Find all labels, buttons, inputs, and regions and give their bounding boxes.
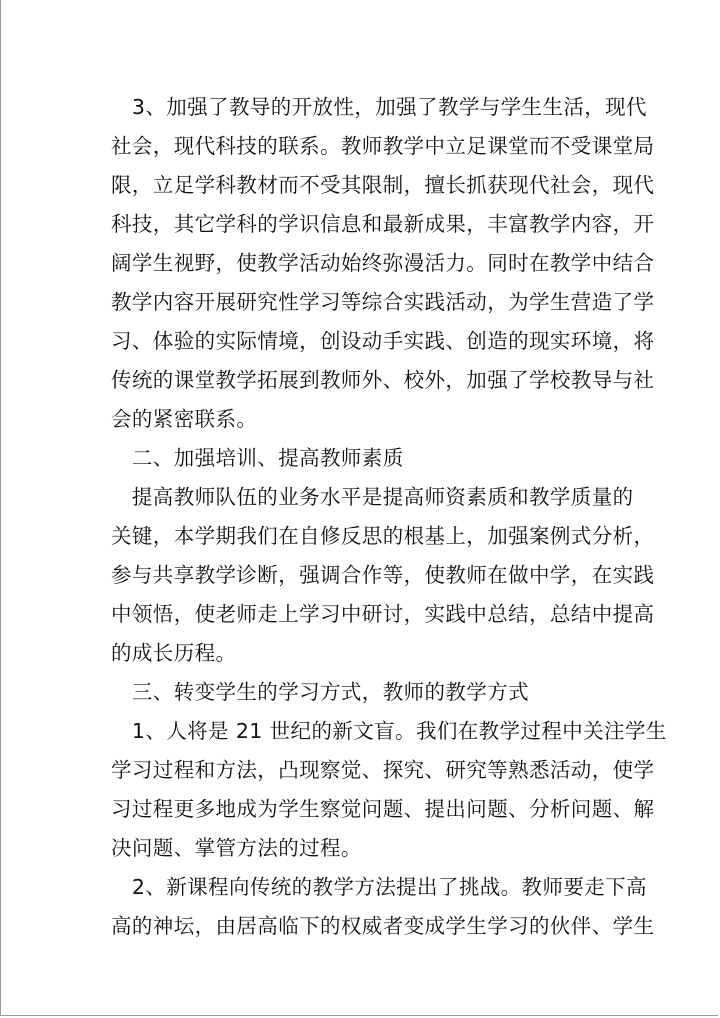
paragraph-line: 关键，本学期我们在自修反思的根基上，加强案例式分析， <box>111 524 655 548</box>
paragraph-line: 的成长历程。 <box>111 641 237 665</box>
paragraph-line: 传统的课堂教学拓展到教师外、校外，加强了学校教导与社 <box>111 368 655 392</box>
paragraph-line: 阔学生视野，使教学活动始终弥漫活力。同时在教学中结合 <box>111 251 655 275</box>
paragraph-line: 2、新课程向传统的教学方法提出了挑战。教师要走下高 <box>111 875 647 899</box>
paragraph-line: 提高教师队伍的业务水平是提高师资素质和教学质量的 <box>111 485 634 509</box>
paragraph-line: 教学内容开展研究性学习等综合实践活动，为学生营造了学 <box>111 290 655 314</box>
paragraph-line: 习过程更多地成为学生察觉问题、提出问题、分析问题、解 <box>111 797 655 821</box>
section-heading: 二、加强培训、提高教师素质 <box>111 446 404 470</box>
paragraph-line: 科技，其它学科的学识信息和最新成果，丰富教学内容，开 <box>111 212 655 236</box>
paragraph-line: 参与共享教学诊断，强调合作等，使教师在做中学，在实践 <box>111 563 655 587</box>
body-text <box>111 88 667 946</box>
paragraph-line: 习、体验的实际情境，创设动手实践、创造的现实环境，将 <box>111 329 655 353</box>
section-heading: 三、转变学生的学习方式，教师的教学方式 <box>111 680 529 704</box>
paragraph-line: 高的神坛，由居高临下的权威者变成学生学习的伙伴、学生 <box>111 914 655 938</box>
paragraph-line: 学习过程和方法，凸现察觉、探究、研究等熟悉活动，使学 <box>111 758 655 782</box>
paragraph-line: 1、人将是 21 世纪的新文盲。我们在教学过程中关注学生 <box>111 719 667 743</box>
paragraph-line: 社会，现代科技的联系。教师教学中立足课堂而不受课堂局 <box>111 134 655 158</box>
paragraph-line: 限，立足学科教材而不受其限制，擅长抓获现代社会，现代 <box>111 173 655 197</box>
paragraph-line: 会的紧密联系。 <box>111 407 258 431</box>
paragraph-line: 3、加强了教导的开放性，加强了教学与学生生活，现代 <box>111 95 647 119</box>
paragraph-line: 决问题、掌管方法的过程。 <box>111 836 362 860</box>
paragraph-line: 中领悟，使老师走上学习中研讨，实践中总结，总结中提高 <box>111 602 655 626</box>
